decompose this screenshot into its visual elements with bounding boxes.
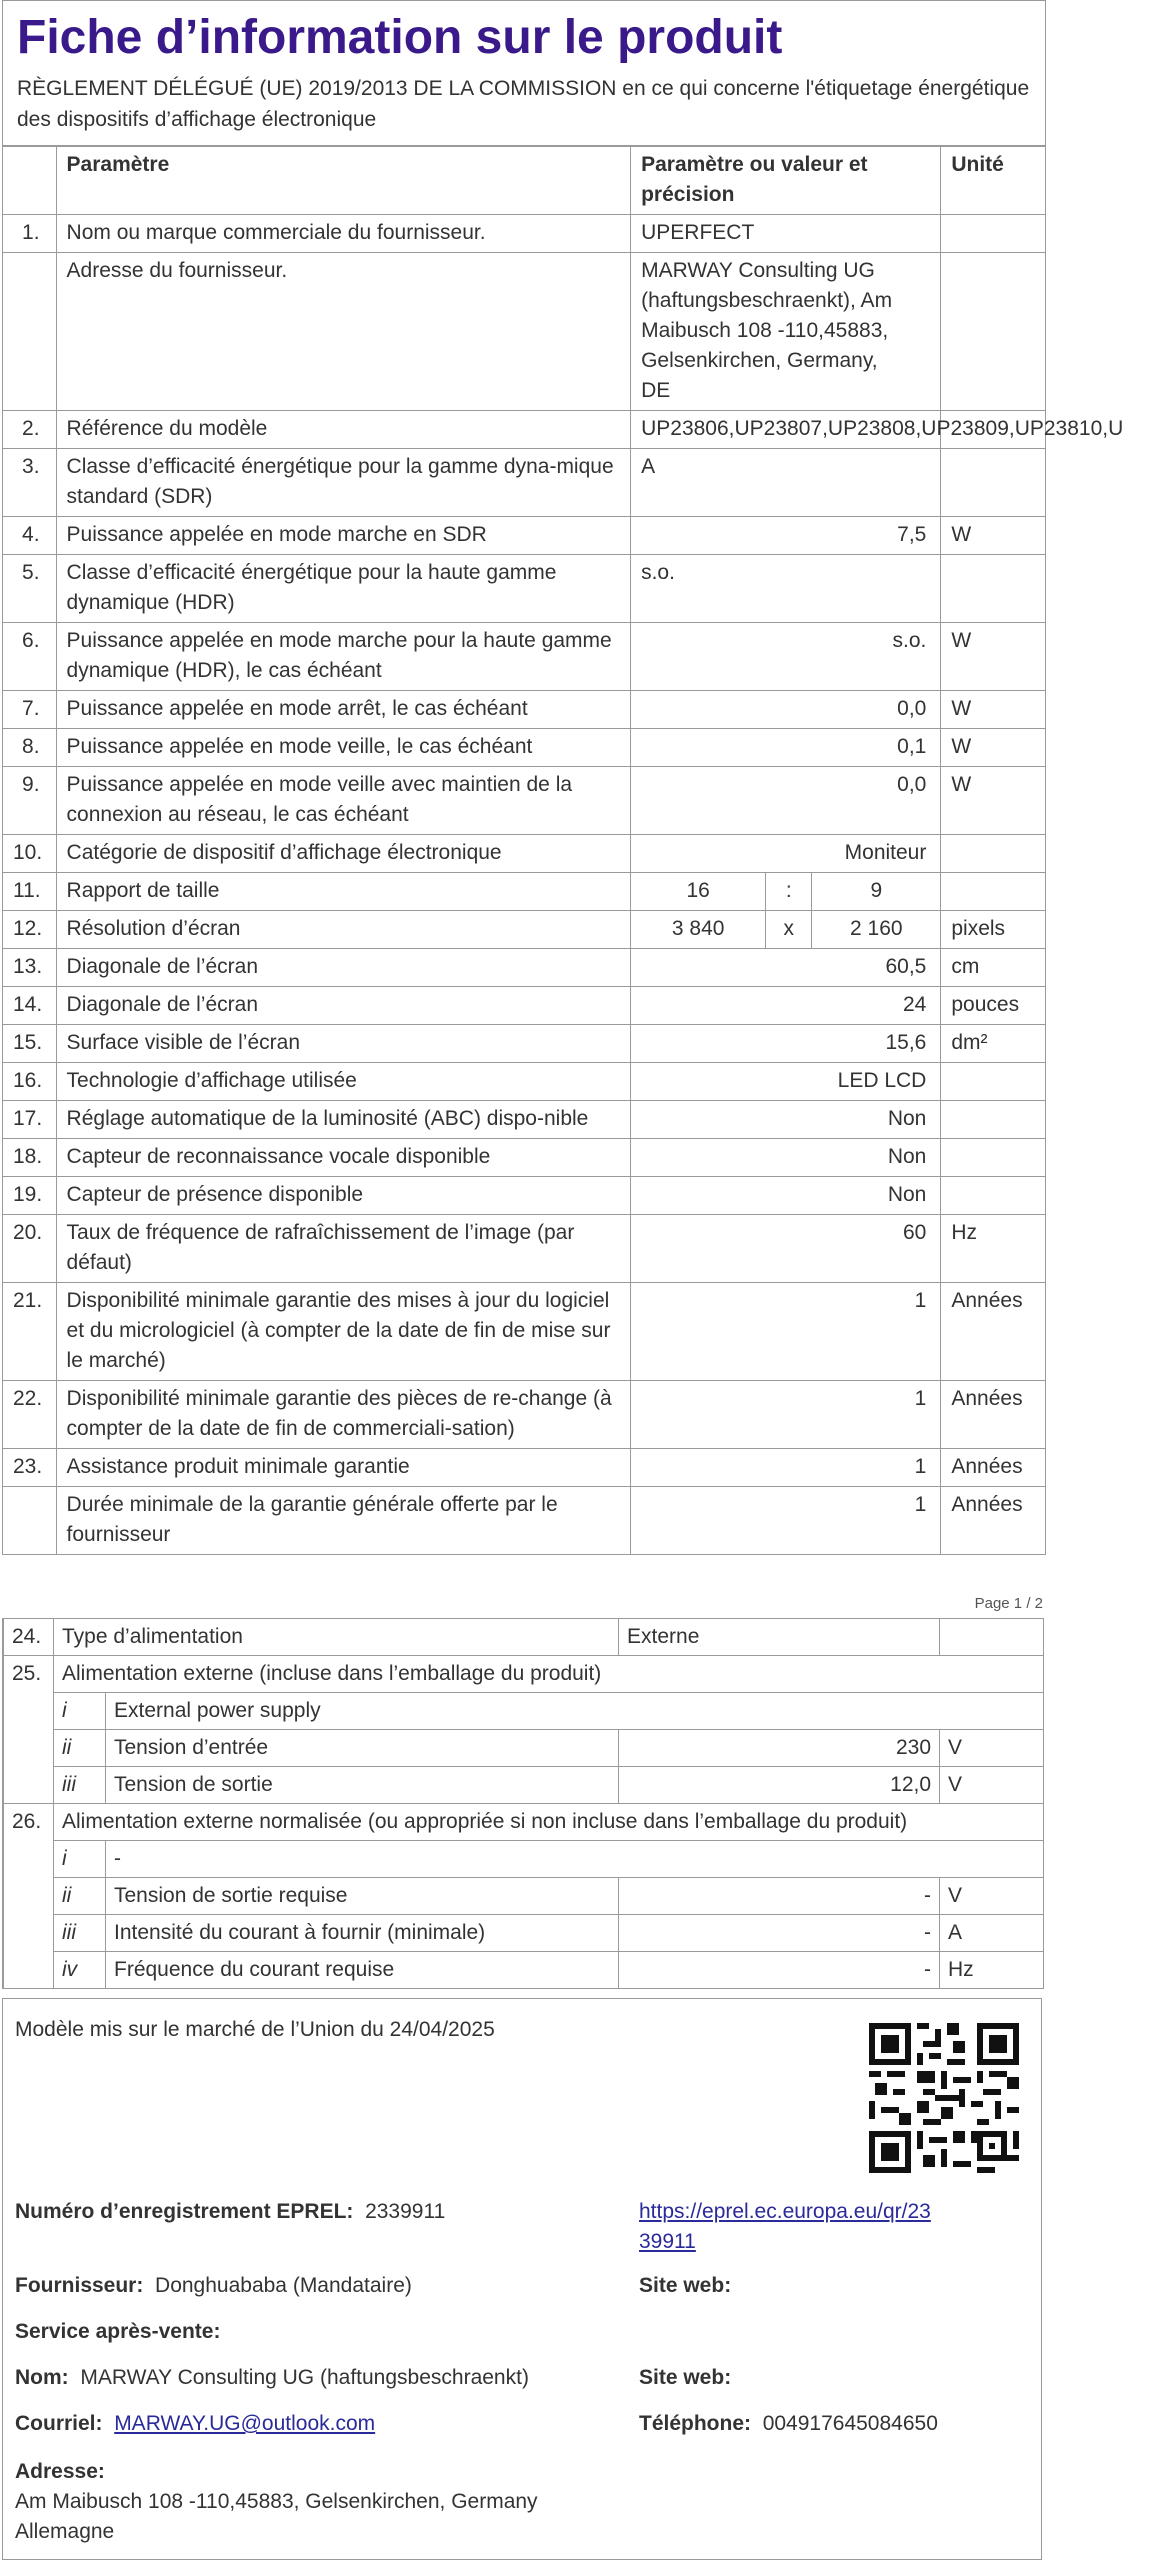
supplier: Fournisseur: Donghuababa (Mandataire): [15, 2274, 412, 2297]
table-row: 23. Assistance produit minimale garantie 1 Années: [3, 1449, 1045, 1487]
table-row: iii Intensité du courant à fournir (minimale) - A: [4, 1915, 1044, 1952]
table-row: 16. Technologie d’affichage utilisée LED LCD: [3, 1063, 1045, 1101]
supplier-website-label: Site web:: [639, 2274, 732, 2297]
table-row: 1. Nom ou marque commerciale du fournisseur. UPERFECT: [3, 215, 1045, 253]
table-row: 5. Classe d’efficacité énergétique pour la haute gamme dynamique (HDR) s.o.: [3, 555, 1045, 623]
table-row: i -: [4, 1841, 1044, 1878]
table-row: 26. Alimentation externe normalisée (ou appropriée si non incluse dans l’emballage du produit): [4, 1804, 1044, 1841]
product-info-sheet: [2, 0, 1124, 1555]
service-phone: Téléphone: 004917645084650: [639, 2412, 938, 2435]
power-supply-section: [2, 1618, 1044, 1989]
table-header-row: [3, 147, 1045, 215]
table-row: 18. Capteur de reconnaissance vocale disponible Non: [3, 1139, 1045, 1177]
table-row: 7. Puissance appelée en mode arrêt, le cas échéant 0,0 W: [3, 691, 1045, 729]
page-title: Fiche d’information sur le produit: [17, 11, 783, 64]
eprel-link[interactable]: https://eprel.ec.europa.eu/qr/23 39911: [639, 2200, 931, 2253]
regulation-subtitle: RÈGLEMENT DÉLÉGUÉ (UE) 2019/2013 DE LA COMMISSION en ce qui concerne l'étiquetage énergétique des dispositifs d’affichage électronique: [17, 77, 1030, 131]
parameters-table: [3, 146, 1124, 1555]
table-row: 3. Classe d’efficacité énergétique pour la gamme dyna-mique standard (SDR) A: [3, 449, 1045, 517]
model-reference: UP23806,UP23807,UP23808,UP23809,UP23810,U: [631, 411, 941, 449]
table-row: 6. Puissance appelée en mode marche pour la haute gamme dynamique (HDR), le cas échéant s.o. W: [3, 623, 1045, 691]
power-supply-table: [3, 1618, 1044, 1989]
table-row: Durée minimale de la garantie générale offerte par le fournisseur 1 Années: [3, 1487, 1045, 1555]
table-row: 24. Type d’alimentation Externe: [4, 1619, 1044, 1656]
table-row: 21. Disponibilité minimale garantie des mises à jour du logiciel et du micrologiciel (à compter de la date de fin de mise sur le marché) 1 Années: [3, 1283, 1045, 1381]
table-row: iv Fréquence du courant requise - Hz: [4, 1952, 1044, 1989]
table-row: 25. Alimentation externe (incluse dans l’emballage du produit): [4, 1656, 1044, 1693]
service-email: Courriel: MARWAY.UG@outlook.com: [15, 2412, 376, 2435]
eprel-number: 2339911: [365, 2200, 446, 2223]
table-row: 4. Puissance appelée en mode marche en SDR 7,5 W: [3, 517, 1045, 555]
table-row: 19. Capteur de présence disponible Non: [3, 1177, 1045, 1215]
table-row: i External power supply: [4, 1693, 1044, 1730]
table-row: 15. Surface visible de l’écran 15,6 dm²: [3, 1025, 1045, 1063]
table-row: 12. Résolution d’écran 3 840 x 2 160 pixels: [3, 911, 1045, 949]
table-row: 17. Réglage automatique de la luminosité (ABC) dispo-nible Non: [3, 1101, 1045, 1139]
address-value: Am Maibusch 108 -110,45883, Gelsenkirchen, Germany Allemagne: [15, 2490, 538, 2543]
service-website-label: Site web:: [639, 2366, 732, 2389]
market-date-text: Modèle mis sur le marché de l’Union du 24/04/2025: [15, 2018, 495, 2041]
eprel-box: [2, 1998, 1042, 2560]
eprel-registration: Numéro d’enregistrement EPREL: 2339911: [15, 2200, 446, 2223]
table-row: ii Tension d’entrée 230 V: [4, 1730, 1044, 1767]
email-link[interactable]: MARWAY.UG@outlook.com: [114, 2412, 376, 2435]
table-row: 14. Diagonale de l’écran 24 pouces: [3, 987, 1045, 1025]
column-header-unit: Unité: [941, 147, 1045, 215]
table-row: ii Tension de sortie requise - V: [4, 1878, 1044, 1915]
page-number: Page 1 / 2: [974, 1595, 1043, 1612]
table-row: Adresse du fournisseur. MARWAY Consulting UG (haftungsbeschraenkt), Am Maibusch 108 -110,45883, Gelsenkirchen, Germany, DE: [3, 253, 1045, 411]
table-row: 11. Rapport de taille 16 : 9: [3, 873, 1045, 911]
table-row: iii Tension de sortie 12,0 V: [4, 1767, 1044, 1804]
sheet-header: [3, 1, 1045, 146]
qr-code-icon[interactable]: [869, 2023, 1019, 2173]
column-header-value: Paramètre ou valeur et précision: [631, 147, 941, 215]
table-row: 20. Taux de fréquence de rafraîchissement de l’image (par défaut) 60 Hz: [3, 1215, 1045, 1283]
table-row: 8. Puissance appelée en mode veille, le cas échéant 0,1 W: [3, 729, 1045, 767]
column-header-param: Paramètre: [56, 147, 631, 215]
table-row: 2. Référence du modèle UP23806,UP23807,UP23808,UP23809,UP23810,U: [3, 411, 1045, 449]
table-row: 9. Puissance appelée en mode veille avec maintien de la connexion au réseau, le cas échéant 0,0 W: [3, 767, 1045, 835]
table-row: 10. Catégorie de dispositif d’affichage électronique Moniteur: [3, 835, 1045, 873]
table-row: 13. Diagonale de l’écran 60,5 cm: [3, 949, 1045, 987]
after-sales-label: Service après-vente:: [15, 2320, 221, 2343]
service-name: Nom: MARWAY Consulting UG (haftungsbeschraenkt): [15, 2366, 529, 2389]
table-row: 22. Disponibilité minimale garantie des pièces de re-change (à compter de la date de fin de commerciali-sation) 1 Années: [3, 1381, 1045, 1449]
address-label: Adresse:: [15, 2460, 105, 2483]
